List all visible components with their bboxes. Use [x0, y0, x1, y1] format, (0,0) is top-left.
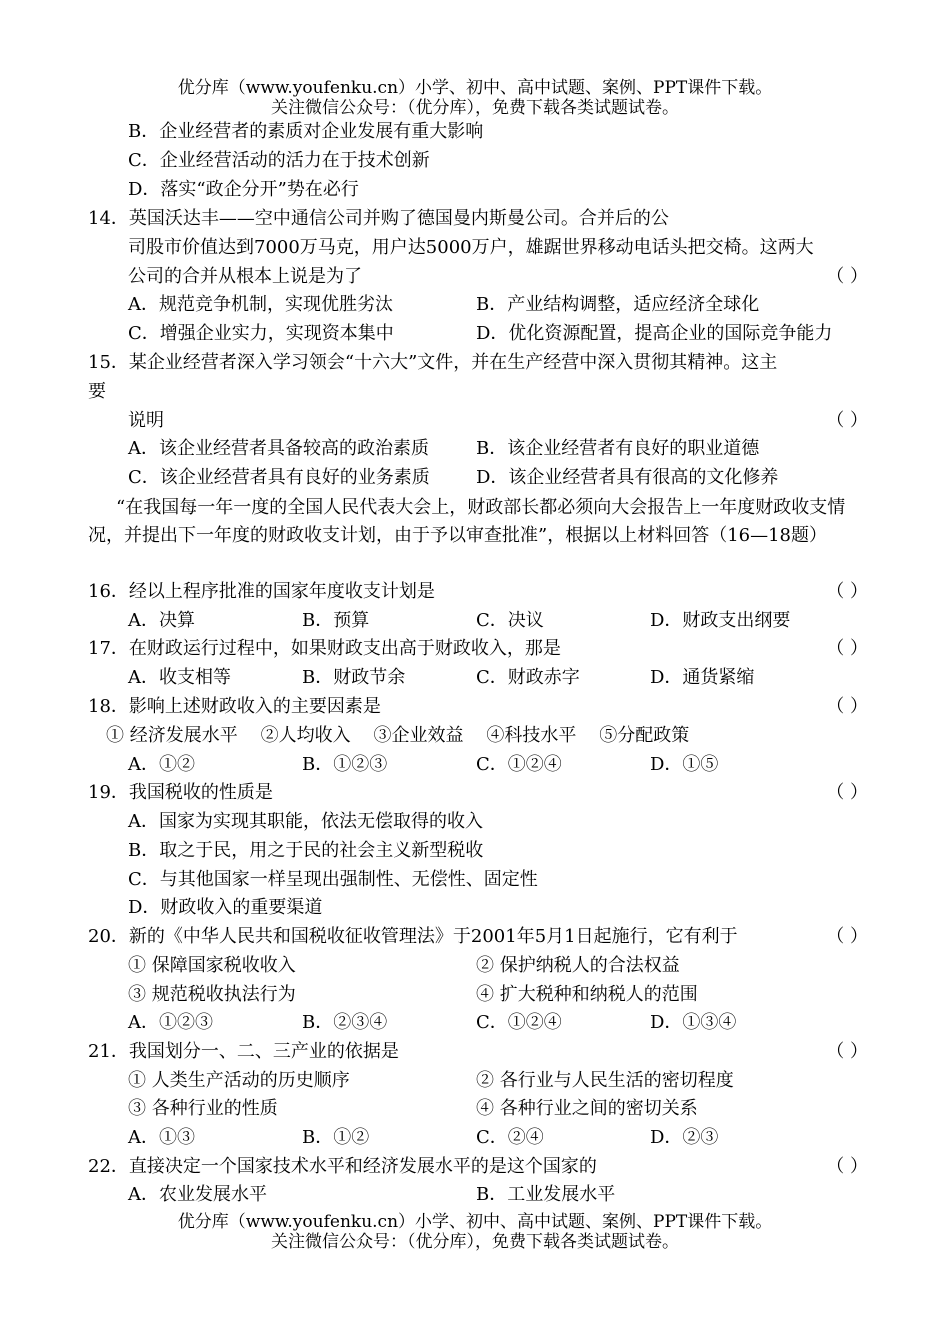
q22-option-a: A．农业发展水平 [128, 1184, 267, 1205]
q21-item-4: ④ 各种行业之间的密切关系 [476, 1098, 698, 1119]
q16-option-a: A．决算 [128, 610, 195, 631]
q18-option-c: C．①②④ [476, 754, 562, 775]
footer-line-1: 优分库（www.youfenku.cn）小学、初中、高中试题、案例、PPT课件下载。 [177, 1212, 773, 1232]
q17-stem: 17．在财政运行过程中，如果财政支出高于财政收入，那是 [88, 638, 561, 659]
q14-stem-line1: 14．英国沃达丰——空中通信公司并购了德国曼内斯曼公司。合并后的公 [88, 208, 669, 229]
q19-stem: 19．我国税收的性质是 [88, 782, 273, 803]
q21-option-d: D．②③ [650, 1127, 719, 1148]
q14-stem-line3: 公司的合并从根本上说是为了 [128, 266, 362, 287]
q20-item-4: ④ 扩大税种和纳税人的范围 [476, 984, 698, 1005]
q19-option-a: A．国家为实现其职能，依法无偿取得的收入 [128, 811, 483, 832]
q17-option-a: A．收支相等 [128, 667, 231, 688]
q14-answer-paren: （ ） [826, 266, 868, 287]
q16-option-b: B．预算 [302, 610, 370, 631]
q19-option-c: C．与其他国家一样呈现出强制性、无偿性、固定性 [128, 869, 538, 890]
q22-option-b: B．工业发展水平 [476, 1184, 616, 1205]
q21-option-c: C．②④ [476, 1127, 544, 1148]
material-paragraph: “在我国每一年一度的全国人民代表大会上，财政部长都必须向大会报告上一年度财政收支情况，并提出下一年度的财政收支计划，由于予以审查批准”，根据以上材料回答（16—18题） [88, 497, 846, 546]
q15-option-a: A．该企业经营者具备较高的政治素质 [128, 438, 429, 459]
q20-stem: 20．新的《中华人民共和国税收征收管理法》于2001年5月1日起施行，它有利于 [88, 926, 738, 947]
q20-item-3: ③ 规范税收执法行为 [128, 984, 296, 1005]
q19-option-d: D．财政收入的重要渠道 [128, 897, 323, 918]
header-line-1: 优分库（www.youfenku.cn）小学、初中、高中试题、案例、PPT课件下载。 [177, 78, 773, 98]
q21-stem: 21．我国划分一、二、三产业的依据是 [88, 1041, 399, 1062]
q20-item-1: ① 保障国家税收收入 [128, 955, 296, 976]
q18-stem: 18．影响上述财政收入的主要因素是 [88, 696, 381, 717]
q20-item-2: ② 保护纳税人的合法权益 [476, 955, 680, 976]
q18-answer-paren: （ ） [826, 696, 868, 717]
q17-option-d: D．通货紧缩 [650, 667, 755, 688]
q18-option-d: D．①⑤ [650, 754, 719, 775]
q20-answer-paren: （ ） [826, 926, 868, 947]
q20-option-d: D．①③④ [650, 1012, 737, 1033]
q21-item-3: ③ 各种行业的性质 [128, 1098, 278, 1119]
q22-stem: 22．直接决定一个国家技术水平和经济发展水平的是这个国家的 [88, 1156, 597, 1177]
q15-stem-line3: 说明 [128, 410, 164, 431]
q15-option-d: D．该企业经营者具有很高的文化修养 [476, 467, 779, 488]
q15-answer-paren: （ ） [826, 410, 868, 431]
q20-option-c: C．①②④ [476, 1012, 562, 1033]
q18-items: ① 经济发展水平 ②人均收入 ③企业效益 ④科技水平 ⑤分配政策 [106, 725, 690, 746]
q16-answer-paren: （ ） [826, 581, 868, 602]
q19-answer-paren: （ ） [826, 782, 868, 803]
q18-option-b: B．①②③ [302, 754, 388, 775]
q14-option-d: D．优化资源配置，提高企业的国际竞争能力 [476, 323, 833, 344]
q21-item-2: ② 各行业与人民生活的密切程度 [476, 1070, 734, 1091]
q19-option-b: B．取之于民，用之于民的社会主义新型税收 [128, 840, 484, 861]
q14-option-c: C．增强企业实力，实现资本集中 [128, 323, 394, 344]
q15-stem-line2: 要 [88, 381, 106, 402]
q17-option-b: B．财政节余 [302, 667, 406, 688]
q16-stem: 16．经以上程序批准的国家年度收支计划是 [88, 581, 435, 602]
q21-item-1: ① 人类生产活动的历史顺序 [128, 1070, 350, 1091]
q16-option-d: D．财政支出纲要 [650, 610, 791, 631]
q20-option-a: A．①②③ [128, 1012, 213, 1033]
q14-option-b: B．产业结构调整，适应经济全球化 [476, 294, 760, 315]
q21-option-a: A．①③ [128, 1127, 195, 1148]
q22-answer-paren: （ ） [826, 1156, 868, 1177]
q16-option-c: C．决议 [476, 610, 544, 631]
q15-option-b: B．该企业经营者有良好的职业道德 [476, 438, 760, 459]
q15-option-c: C．该企业经营者具有良好的业务素质 [128, 467, 430, 488]
q21-option-b: B．①② [302, 1127, 370, 1148]
q20-option-b: B．②③④ [302, 1012, 388, 1033]
q13-option-d: D．落实“政企分开”势在必行 [128, 179, 359, 200]
q17-answer-paren: （ ） [826, 638, 868, 659]
q14-stem-line2: 司股市价值达到7000万马克，用户达5000万户，雄踞世界移动电话头把交椅。这两大 [128, 237, 814, 258]
q21-answer-paren: （ ） [826, 1041, 868, 1062]
q18-option-a: A．①② [128, 754, 195, 775]
q15-stem-line1: 15．某企业经营者深入学习领会“十六大”文件，并在生产经营中深入贯彻其精神。这主 [88, 352, 778, 373]
header-line-2: 关注微信公众号：（优分库），免费下载各类试题试卷。 [271, 98, 679, 118]
q17-option-c: C．财政赤字 [476, 667, 580, 688]
q13-option-b: B．企业经营者的素质对企业发展有重大影响 [128, 121, 484, 142]
q14-option-a: A．规范竞争机制，实现优胜劣汰 [128, 294, 393, 315]
footer-line-2: 关注微信公众号：（优分库），免费下载各类试题试卷。 [271, 1232, 679, 1252]
q13-option-c: C．企业经营活动的活力在于技术创新 [128, 150, 430, 171]
